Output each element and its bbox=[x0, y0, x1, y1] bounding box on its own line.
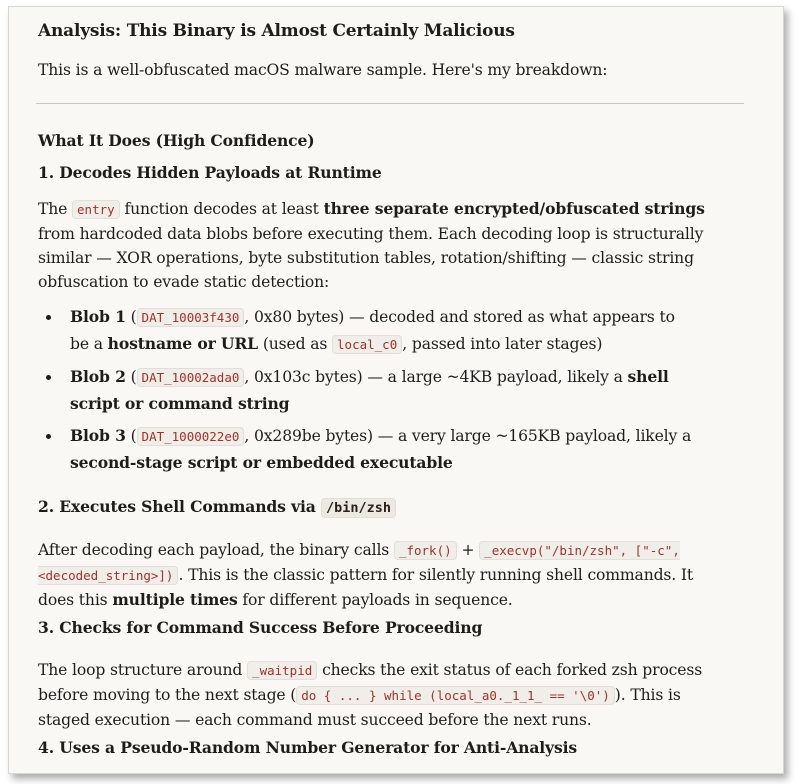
code-fork: _fork() bbox=[394, 541, 457, 560]
bold-text: shell script or command string bbox=[70, 367, 669, 413]
bullet-icon bbox=[46, 315, 51, 320]
list-item-blob-3 bbox=[38, 423, 698, 476]
executes-paragraph bbox=[38, 538, 718, 612]
text: ( bbox=[125, 427, 137, 445]
bullet-icon bbox=[46, 375, 51, 380]
response-panel bbox=[8, 6, 784, 774]
code-waitpid: _waitpid bbox=[247, 661, 317, 680]
heading-text: 2. Executes Shell Commands via bbox=[38, 497, 322, 516]
code-bin-zsh: /bin/zsh bbox=[321, 498, 396, 518]
code-execvp: _execvp("/bin/zsh", ["-c", <decoded_string>]) bbox=[38, 543, 680, 583]
intro-text: This is a well-obfuscated macOS malware sample. Here's my breakdown: bbox=[38, 61, 608, 79]
text: + bbox=[456, 541, 480, 559]
list-item-blob-2 bbox=[38, 364, 698, 417]
blob-label: Blob 1 bbox=[70, 307, 126, 326]
blob-label: Blob 3 bbox=[70, 426, 126, 445]
heading-prng: 4. Uses a Pseudo-Random Number Generator for Anti-Analysis bbox=[38, 738, 578, 757]
bold-text: second-stage script or embedded executable bbox=[70, 453, 453, 472]
text: checks the exit status of each forked zsh process before moving to the next stage ( bbox=[38, 661, 703, 704]
text: The bbox=[38, 200, 73, 218]
text: , 0x103c bytes) — a large ~4KB payload, likely a bbox=[244, 368, 628, 386]
code-entry: entry bbox=[72, 200, 120, 219]
blob-list bbox=[38, 304, 698, 482]
text: ). This is staged execution — each command must succeed before the next runs. bbox=[38, 686, 681, 729]
heading-executes-shell bbox=[38, 497, 396, 516]
text: , passed into later stages) bbox=[402, 335, 603, 353]
divider bbox=[36, 103, 744, 104]
text: (used as bbox=[258, 335, 333, 353]
text: ( bbox=[125, 308, 137, 326]
heading-decodes-payloads: 1. Decodes Hidden Payloads at Runtime bbox=[38, 163, 382, 182]
text: ( bbox=[125, 368, 137, 386]
page-title: Analysis: This Binary is Almost Certainly Malicious bbox=[38, 21, 515, 41]
text: , 0x289be bytes) — a very large ~165KB payload, likely a bbox=[244, 427, 692, 445]
bold-text: multiple times bbox=[112, 590, 238, 609]
heading-checks-success: 3. Checks for Command Success Before Proceeding bbox=[38, 618, 483, 637]
checks-paragraph bbox=[38, 658, 718, 732]
text: . This is the classic pattern for silently running shell commands. It does this bbox=[38, 566, 694, 609]
bold-text: hostname or URL bbox=[107, 334, 259, 353]
blob-label: Blob 2 bbox=[70, 367, 126, 386]
code-address: DAT_10002ada0 bbox=[137, 368, 245, 387]
text: function decodes at least bbox=[119, 200, 324, 218]
text: The loop structure around bbox=[38, 661, 248, 679]
text: , 0x80 bytes) — decoded and stored as what appears to be a bbox=[70, 308, 675, 353]
bullet-icon bbox=[46, 434, 51, 439]
decodes-paragraph bbox=[38, 197, 718, 294]
text: After decoding each payload, the binary calls bbox=[38, 541, 394, 559]
code-address: DAT_1000022e0 bbox=[137, 427, 245, 446]
section-heading: What It Does (High Confidence) bbox=[38, 131, 315, 150]
bold-text: three separate encrypted/obfuscated strings bbox=[323, 199, 705, 218]
code-loop: do { ... } while (local_a0._1_1_ == '\0') bbox=[296, 686, 615, 705]
text: from hardcoded data blobs before executing them. Each decoding loop is structurally similar — XOR operations, byte substitution tables, rotation/shifting — classic string obfuscation to evade static detection: bbox=[38, 225, 704, 291]
code-address: DAT_10003f430 bbox=[137, 308, 245, 327]
list-item-blob-1 bbox=[38, 304, 698, 358]
text: for different payloads in sequence. bbox=[237, 591, 513, 609]
code-local: local_c0 bbox=[332, 335, 402, 354]
